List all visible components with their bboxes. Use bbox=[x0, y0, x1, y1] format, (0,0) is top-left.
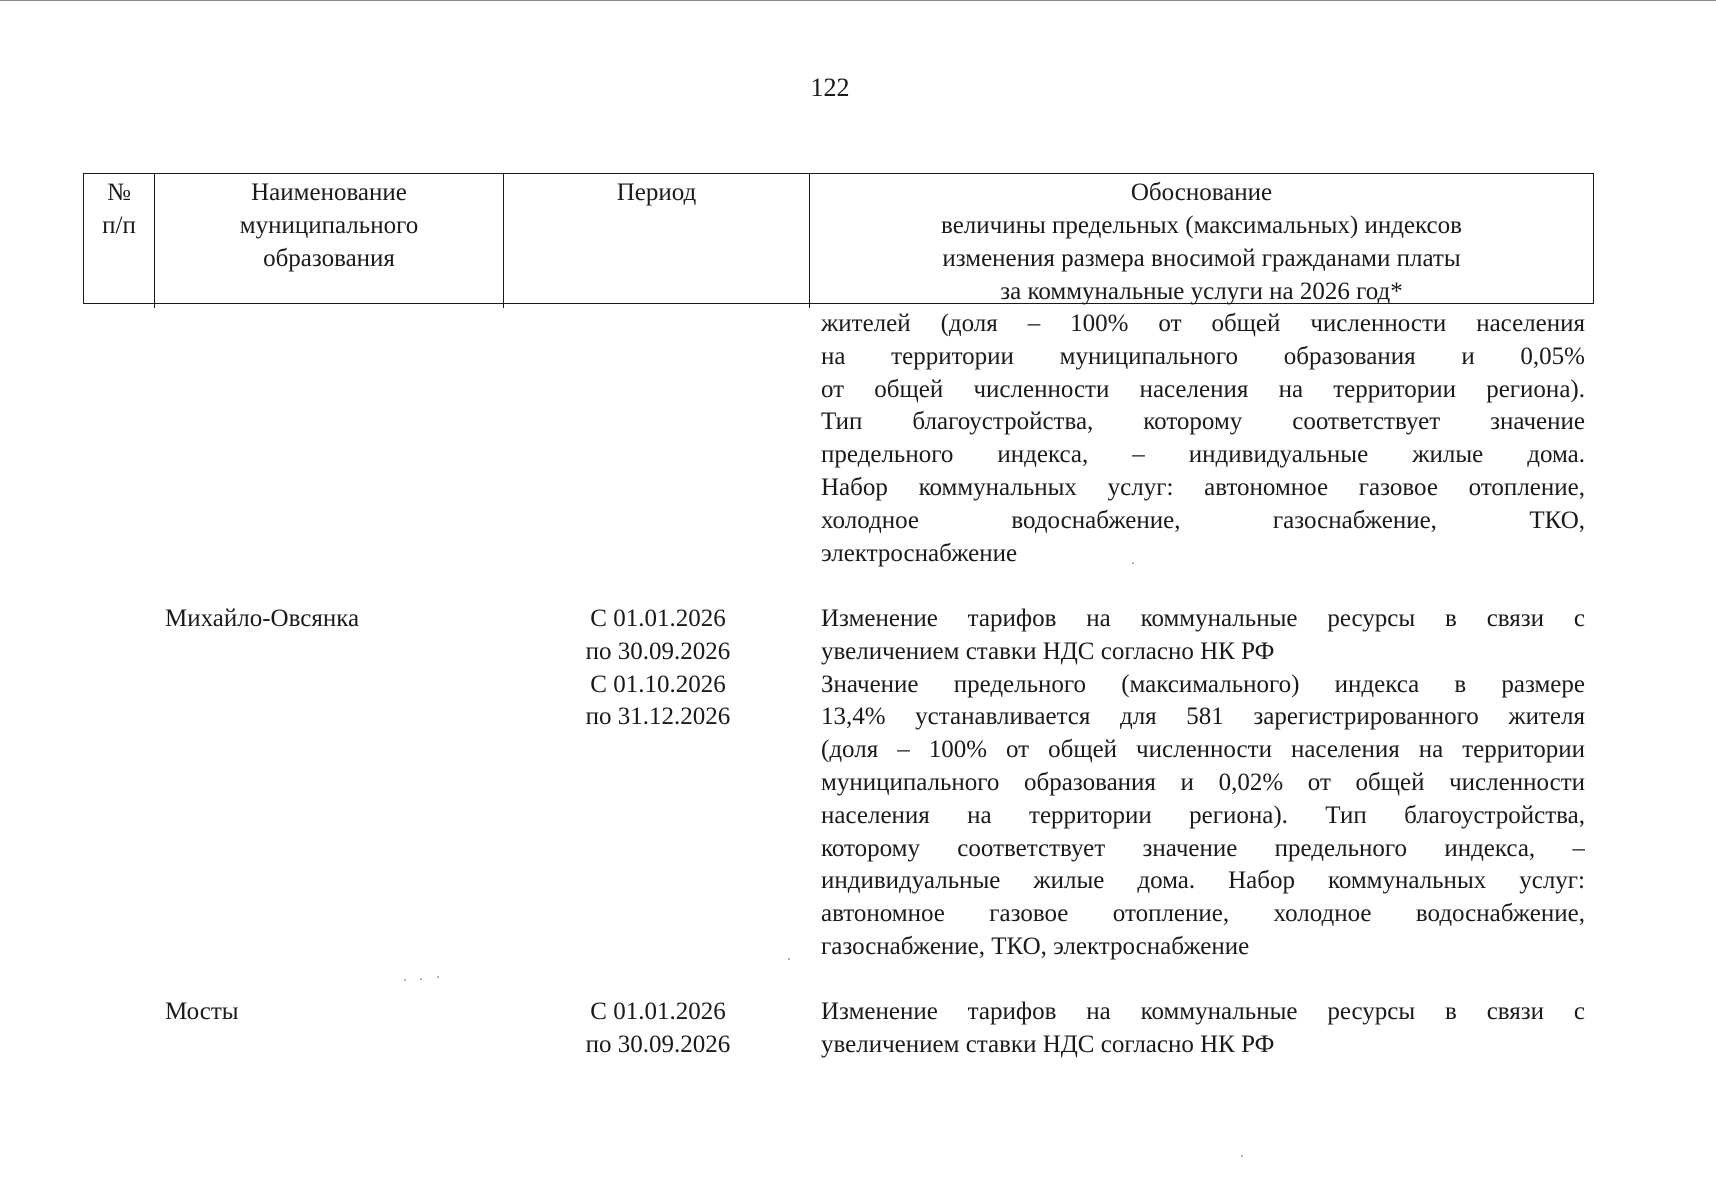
header-text: Обоснование bbox=[1130, 179, 1273, 206]
text-line: Тип благоустройства, которому соответствует значение bbox=[821, 408, 1585, 436]
header-text: за коммунальные услуги на 2026 год* bbox=[1000, 278, 1403, 305]
text-line: Изменение тарифов на коммунальные ресурсы в связи с bbox=[821, 998, 1585, 1025]
text-line: (доля – 100% от общей численности населения на территории bbox=[821, 736, 1585, 764]
period-line: С 01.01.2026 bbox=[590, 998, 726, 1025]
header-text: п/п bbox=[102, 212, 136, 239]
scan-speck bbox=[437, 976, 439, 978]
text-line: индивидуальные жилые дома. Набор коммунальных услуг: bbox=[821, 867, 1585, 895]
text-line: жителей (доля – 100% от общей численности населения bbox=[821, 310, 1585, 337]
text-line: электроснабжение bbox=[821, 539, 1018, 567]
text-line: Набор коммунальных услуг: автономное газовое отопление, bbox=[821, 473, 1585, 501]
period-line: по 30.09.2026 bbox=[585, 1030, 731, 1058]
text-line: холодное водоснабжение, газоснабжение, ТКО, bbox=[821, 506, 1585, 534]
row-2-municipality: Мосты bbox=[165, 998, 239, 1025]
header-text: Наименование bbox=[251, 179, 407, 206]
header-text: изменения размера вносимой гражданами платы bbox=[942, 245, 1461, 272]
table-header bbox=[83, 173, 1594, 304]
text-line: автономное газовое отопление, холодное водоснабжение, bbox=[821, 900, 1585, 928]
page-top-edge bbox=[0, 0, 1716, 1]
scan-speck bbox=[788, 958, 790, 960]
row-1-municipality: Михайло-Овсянка bbox=[165, 605, 360, 632]
header-text: № bbox=[107, 179, 131, 206]
period-line: С 01.10.2026 bbox=[590, 670, 726, 698]
period-line: по 31.12.2026 bbox=[585, 703, 731, 731]
continuation-justification bbox=[821, 308, 1585, 570]
text-line: муниципального образования и 0,02% от общей численности bbox=[821, 768, 1585, 796]
text-line: Изменение тарифов на коммунальные ресурсы в связи с bbox=[821, 605, 1585, 632]
header-text: образования bbox=[263, 245, 395, 272]
text-line: увеличением ставки НДС согласно НК РФ bbox=[821, 637, 1275, 665]
header-text: муниципального bbox=[239, 212, 419, 239]
row-1-period bbox=[552, 603, 764, 734]
text-line: газоснабжение, ТКО, электроснабжение bbox=[821, 932, 1250, 960]
row-2-period bbox=[552, 996, 764, 1062]
text-line: 13,4% устанавливается для 581 зарегистрированного жителя bbox=[821, 703, 1585, 731]
scan-speck bbox=[404, 979, 406, 981]
text-line: которому соответствует значение предельного индекса, – bbox=[821, 834, 1585, 862]
text-line: увеличением ставки НДС согласно НК РФ bbox=[821, 1030, 1275, 1058]
text-line: на территории муниципального образования и 0,05% bbox=[821, 342, 1585, 370]
period-line: С 01.01.2026 bbox=[590, 605, 726, 632]
header-text: величины предельных (максимальных) индексов bbox=[941, 212, 1462, 239]
page-number: 122 bbox=[810, 73, 850, 102]
text-line: населения на территории региона). Тип благоустройства, bbox=[821, 801, 1585, 829]
period-line: по 30.09.2026 bbox=[585, 637, 731, 665]
header-text: Период bbox=[616, 179, 697, 206]
scan-speck bbox=[1132, 562, 1134, 564]
scan-speck bbox=[1241, 1155, 1243, 1157]
header-cell-number bbox=[84, 174, 155, 308]
text-line: от общей численности населения на территории региона). bbox=[821, 375, 1585, 403]
scan-speck bbox=[420, 978, 422, 980]
text-line: Значение предельного (максимального) индекса в размере bbox=[821, 670, 1585, 698]
header-cell-period bbox=[504, 174, 810, 308]
row-2-justification bbox=[821, 996, 1585, 1062]
header-cell-justification bbox=[810, 174, 1593, 308]
row-1-justification bbox=[821, 603, 1585, 964]
text-line: предельного индекса, – индивидуальные жилые дома. bbox=[821, 441, 1585, 469]
header-cell-municipality bbox=[155, 174, 504, 308]
